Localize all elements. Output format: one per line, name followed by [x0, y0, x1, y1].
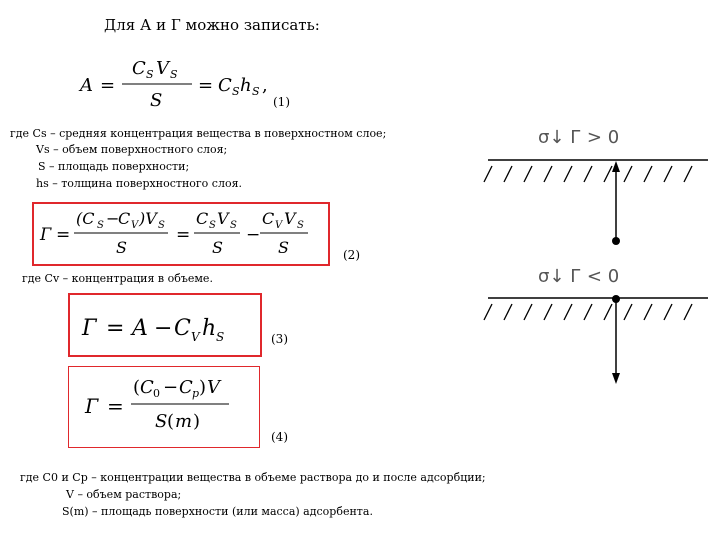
svg-text:−: − [163, 377, 179, 398]
svg-text:V: V [275, 220, 283, 231]
svg-text:=: = [198, 75, 214, 96]
svg-text:C: C [262, 209, 275, 228]
equation-3-number: (3) [271, 332, 288, 346]
svg-text:S: S [155, 411, 168, 432]
note-hs: hs – толщина поверхностного слоя. [36, 177, 243, 190]
note-cv: где Cv – концентрация в объеме. [22, 272, 213, 285]
svg-text:V: V [217, 209, 229, 228]
svg-text:S: S [209, 220, 216, 231]
svg-text:S: S [97, 220, 104, 231]
svg-text:)V: )V [139, 209, 157, 228]
svg-text:C: C [196, 209, 209, 228]
svg-text:−: − [154, 316, 173, 341]
svg-text:S: S [116, 238, 127, 257]
svg-text:S: S [150, 90, 163, 111]
note-s: S – площадь поверхности; [38, 160, 190, 173]
equation-2 [32, 202, 330, 266]
svg-text:(: ( [167, 411, 175, 432]
note-c0-cp: где C0 и Cp – концентрации вещества в объеме раствора до и после адсорбции; [20, 471, 486, 484]
svg-text:0: 0 [153, 387, 160, 400]
svg-text:=: = [107, 394, 124, 418]
svg-text:h: h [240, 75, 252, 96]
svg-text:V: V [284, 209, 296, 228]
svg-text:S: S [216, 330, 225, 344]
svg-text:S: S [212, 238, 223, 257]
svg-text:S: S [158, 220, 165, 231]
note-cs: где Cs – средняя концентрация вещества в поверхностном слое; [10, 127, 387, 140]
equation-1-number: (1) [273, 95, 290, 109]
svg-text:−: − [106, 209, 120, 228]
svg-text:C: C [218, 75, 232, 96]
svg-text:,: , [262, 75, 268, 96]
svg-text:p: p [192, 387, 200, 400]
svg-text:C: C [179, 377, 193, 398]
svg-text:h: h [202, 316, 217, 341]
svg-text:=: = [56, 225, 71, 245]
svg-text:S: S [170, 68, 178, 81]
svg-text:m: m [175, 411, 193, 432]
note-sm: S(m) – площадь поверхности (или масса) адсорбента. [62, 505, 373, 518]
svg-text:A: A [132, 316, 148, 341]
svg-text:−: − [246, 225, 261, 245]
svg-text:C: C [118, 209, 131, 228]
svg-text:S: S [230, 220, 237, 231]
svg-text:S: S [297, 220, 304, 231]
svg-text:=: = [106, 316, 125, 341]
svg-text:Г: Г [85, 394, 99, 418]
svg-text:C: C [140, 377, 154, 398]
particle-dot-top [612, 237, 620, 245]
note-vs: Vs – объем поверхностного слоя; [36, 143, 228, 156]
svg-text:): ) [193, 411, 201, 432]
svg-text:(C: (C [76, 209, 95, 228]
svg-text:S: S [232, 85, 240, 98]
svg-text:Г: Г [82, 316, 97, 341]
svg-text:S: S [278, 238, 289, 257]
svg-text:V: V [191, 330, 200, 344]
svg-text:=: = [100, 75, 116, 96]
svg-text:A: A [80, 75, 93, 96]
equation-2-number: (2) [343, 248, 360, 262]
equation-4 [68, 366, 260, 448]
svg-text:): ) [199, 377, 207, 398]
equation-1 [74, 50, 274, 116]
svg-text:(: ( [133, 377, 141, 398]
adsorption-diagram [470, 120, 720, 390]
svg-text:C: C [132, 58, 146, 79]
svg-text:C: C [174, 316, 191, 341]
svg-text:=: = [176, 225, 191, 245]
svg-text:V: V [207, 377, 220, 398]
equation-3 [68, 293, 262, 357]
page-title: Для А и Г можно записать: [104, 16, 320, 34]
svg-text:V: V [131, 220, 139, 231]
svg-text:V: V [156, 58, 169, 79]
svg-text:S: S [252, 85, 260, 98]
diagram-top-label: σ↓ Г > 0 [538, 127, 620, 148]
svg-text:Г: Г [40, 225, 52, 245]
note-v: V – объем раствора; [66, 488, 182, 501]
equation-4-number: (4) [271, 430, 288, 444]
svg-text:S: S [146, 68, 154, 81]
diagram-bottom-label: σ↓ Г < 0 [538, 266, 620, 287]
